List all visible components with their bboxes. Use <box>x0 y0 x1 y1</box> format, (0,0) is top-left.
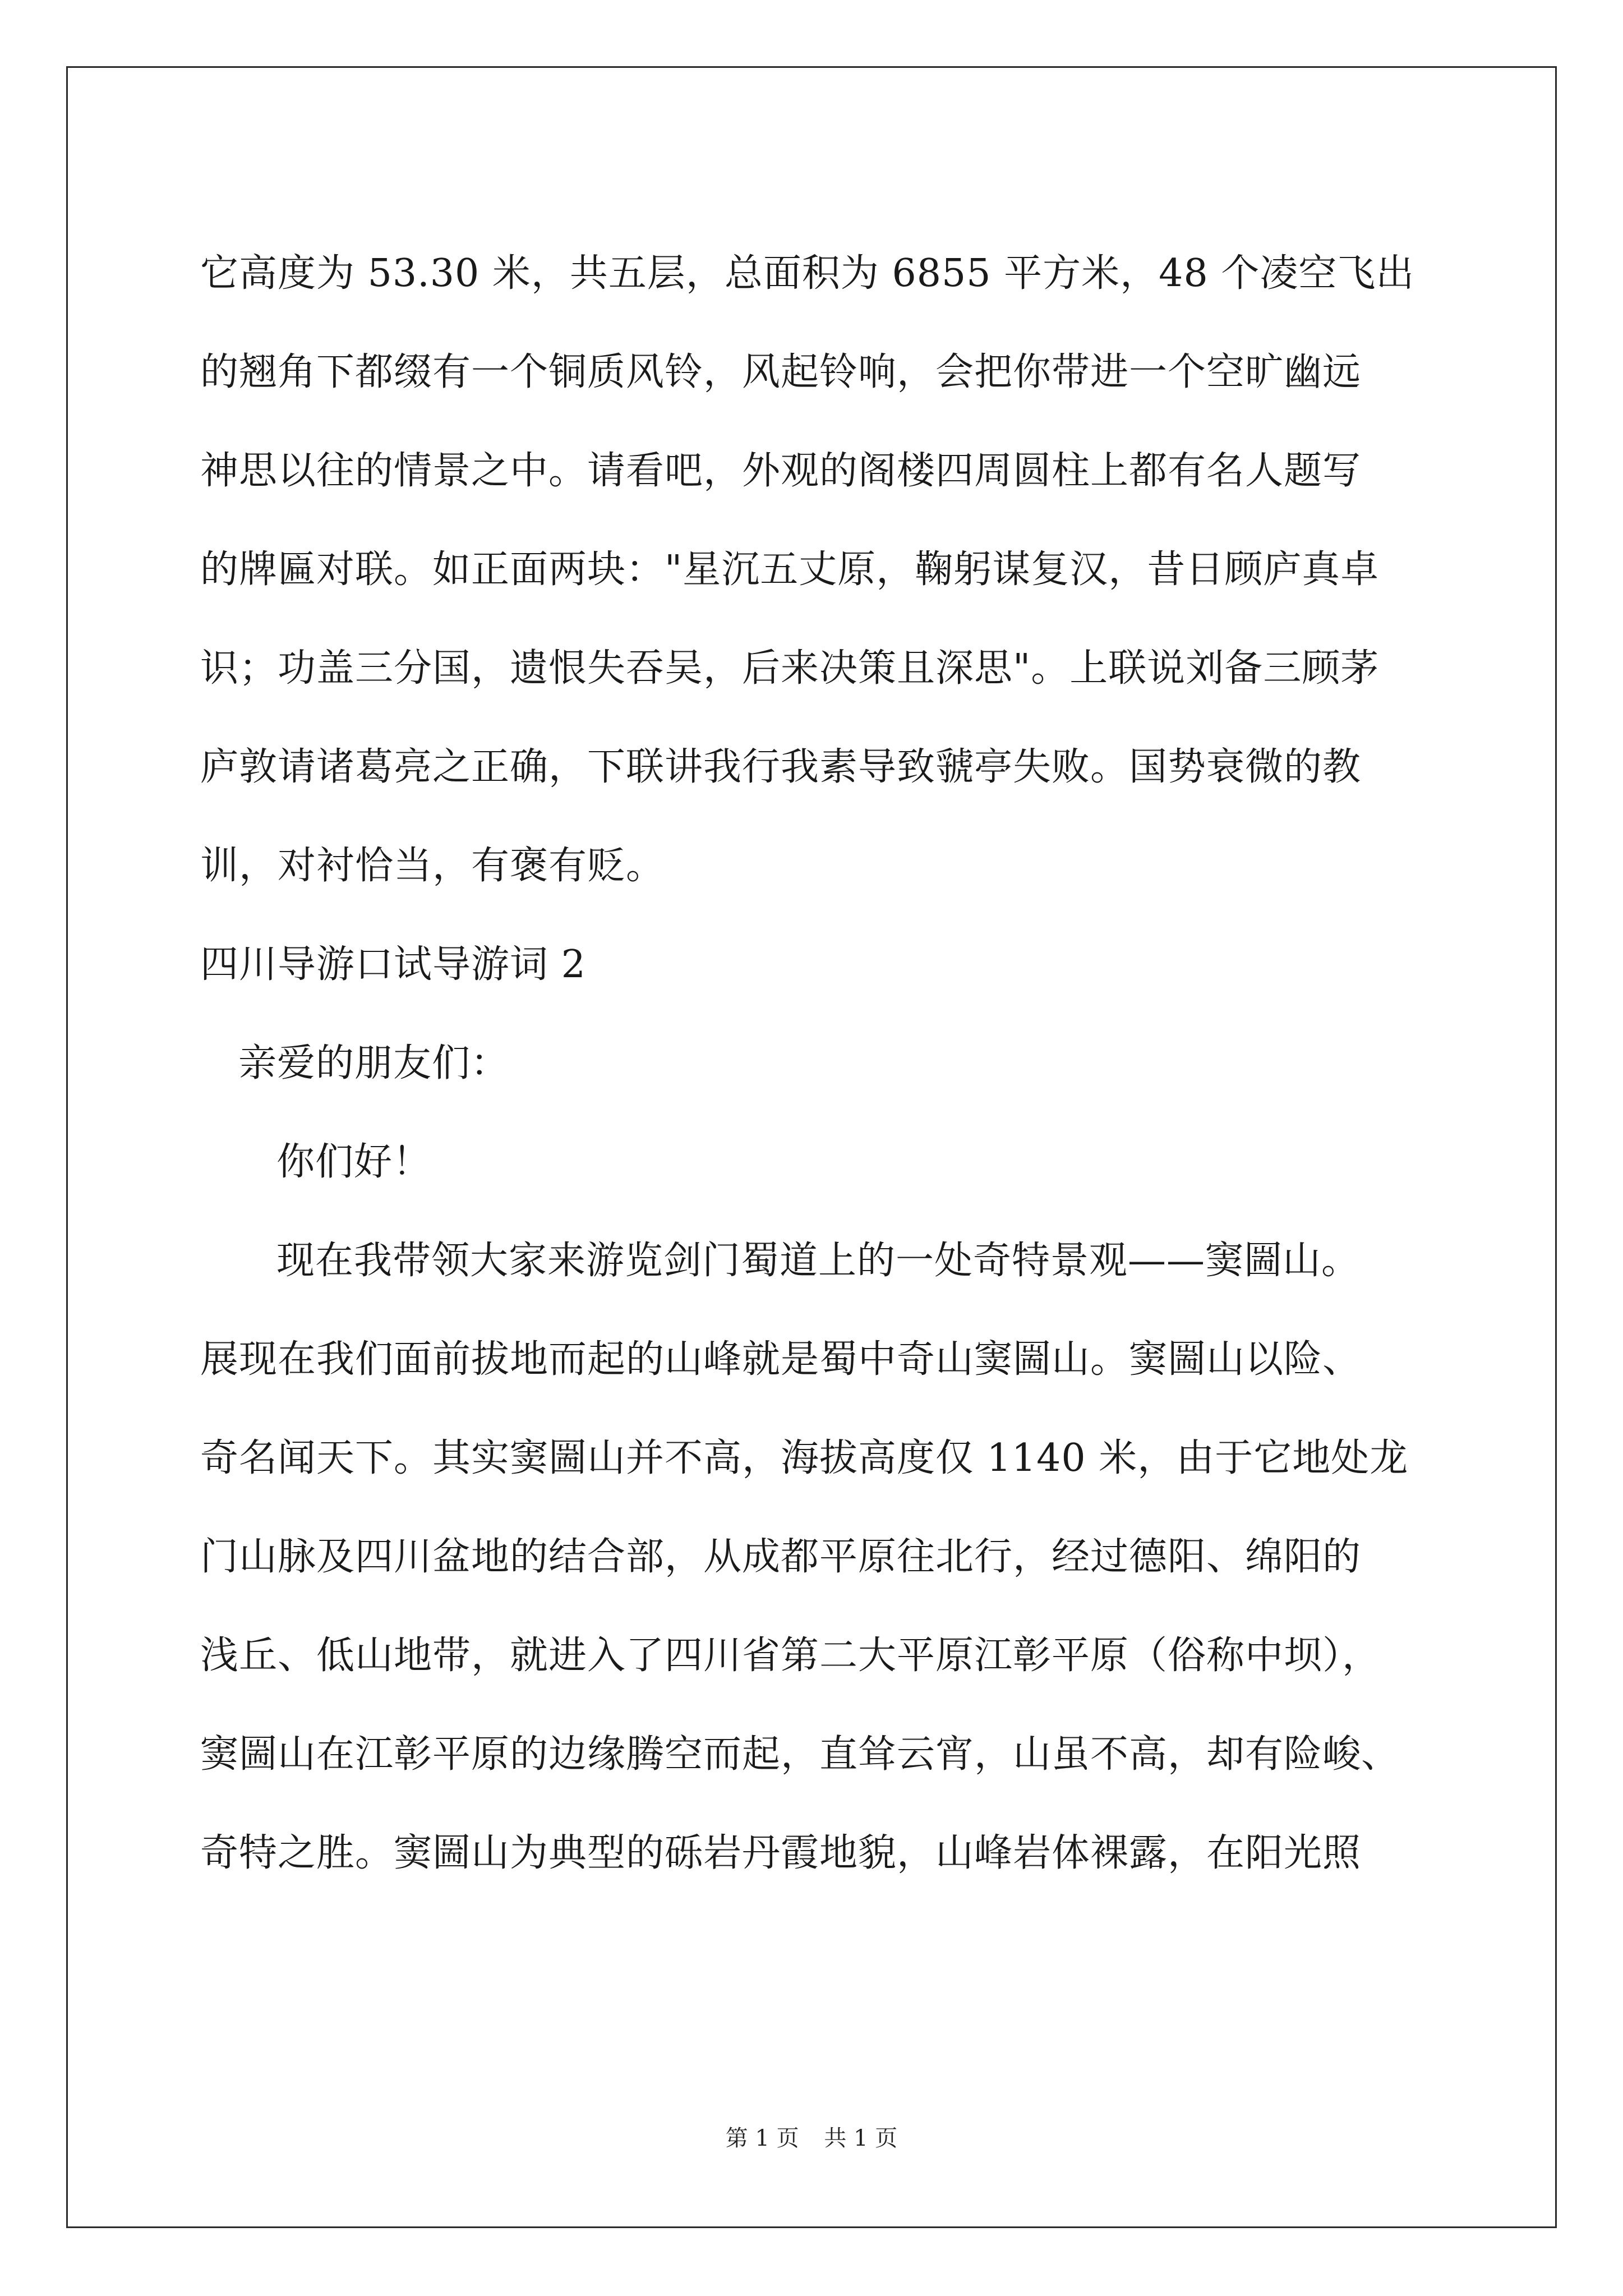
greeting: 你们好！ <box>276 1140 432 1184</box>
section-heading: 四川导游口试导游词 2 <box>200 942 586 987</box>
salutation: 亲爱的朋友们： <box>238 1041 510 1085</box>
text-line: 展现在我们面前拔地而起的山峰就是蜀中奇山窦圌山。窦圌山以险、 <box>200 1337 1362 1382</box>
text-line: 浅丘、低山地带，就进入了四川省第二大平原江彰平原（俗称中坝）， <box>200 1634 1381 1678</box>
text-line: 窦圌山在江彰平原的边缘腾空而起，直耸云宵，山虽不高，却有险峻、 <box>200 1732 1400 1777</box>
page-total: 共 1 页 <box>824 2125 898 2151</box>
text-line: 神思以往的情景之中。请看吧，外观的阁楼四周圆柱上都有名人题写 <box>200 449 1362 493</box>
text-line: 它高度为 53.30 米，共五层，总面积为 6855 平方米，48 个凌空飞出 <box>200 251 1415 296</box>
text-line: 庐敦请诸葛亮之正确，下联讲我行我素导致虢亭失败。国势衰微的教 <box>200 745 1362 789</box>
paragraph-start: 现在我带领大家来游览剑门蜀道上的一处奇特景观——窦圌山。 <box>276 1239 1361 1283</box>
text-line: 门山脉及四川盆地的结合部，从成都平原往北行，经过德阳、绵阳的 <box>200 1535 1362 1579</box>
text-line: 的牌匾对联。如正面两块："星沉五丈原，鞠躬谋复汉，昔日顾庐真卓 <box>200 547 1380 592</box>
page-footer <box>0 2120 1623 2152</box>
text-line: 识；功盖三分国，遗恨失吞吴，后来决策且深思"。上联说刘备三顾茅 <box>200 646 1380 691</box>
page-number: 第 1 页 <box>725 2125 799 2151</box>
text-line: 奇特之胜。窦圌山为典型的砾岩丹霞地貌，山峰岩体裸露，在阳光照 <box>200 1831 1362 1875</box>
text-line: 的翘角下都缀有一个铜质风铃，风起铃响，会把你带进一个空旷幽远 <box>200 350 1362 394</box>
document-body <box>200 224 1428 1903</box>
text-line: 奇名闻天下。其实窦圌山并不高，海拔高度仅 1140 米，由于它地处龙 <box>200 1436 1409 1480</box>
text-line: 训，对衬恰当，有褒有贬。 <box>200 844 665 888</box>
